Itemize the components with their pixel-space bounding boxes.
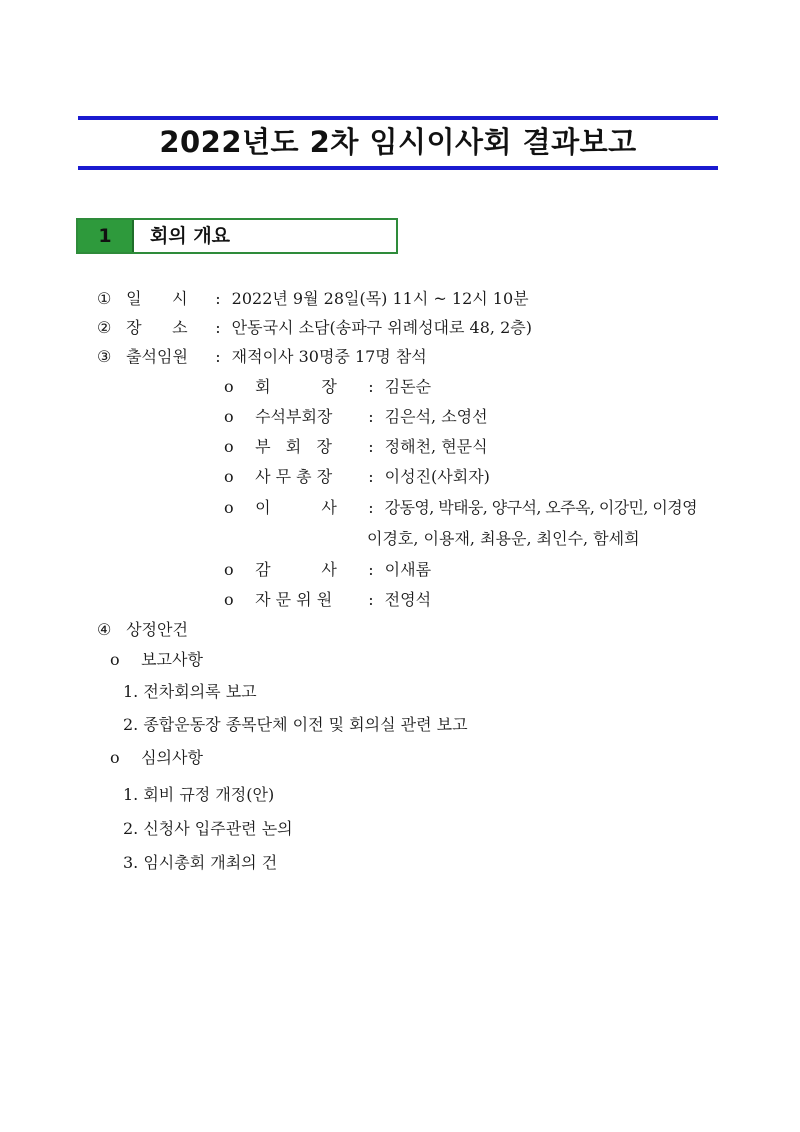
attendee-role: 감 사: [255, 560, 337, 579]
attendee-row: [224, 496, 697, 520]
attendee-bullet: o: [224, 590, 234, 609]
place-label: 장 소: [126, 318, 188, 337]
attendee-row: [224, 558, 431, 582]
report-bullet: o: [110, 650, 120, 669]
section-header: [76, 218, 398, 254]
report-heading: [110, 648, 203, 672]
section-number-divider: [132, 220, 134, 252]
attendee-names: 전영석: [384, 590, 432, 609]
deliberation-heading: [110, 746, 203, 770]
date-sep: :: [215, 289, 221, 308]
marker-3: ③: [97, 347, 112, 366]
attendee-bullet: o: [224, 437, 234, 456]
attendee-role: 자 문 위 원: [255, 590, 333, 609]
section-title: 회의 개요: [150, 225, 231, 247]
attendee-role: 부 회 장: [255, 437, 332, 456]
marker-4: ④: [97, 620, 112, 639]
attendance-value: 재적이사 30명중 17명 참석: [231, 347, 427, 366]
report-item: 2. 종합운동장 종목단체 이전 및 회의실 관련 보고: [123, 715, 468, 734]
deliberation-item: 2. 신청사 입주관련 논의: [123, 819, 293, 838]
attendee-row: [224, 435, 488, 459]
attendee-role: 사 무 총 장: [255, 467, 333, 486]
attendee-sep: :: [368, 498, 374, 517]
deliberation-bullet: o: [110, 748, 120, 767]
section-number: 1: [78, 220, 132, 252]
date-value: 2022년 9월 28일(목) 11시 ~ 12시 10분: [231, 289, 529, 308]
place-value: 안동국시 소담(송파구 위례성대로 48, 2층): [231, 318, 532, 337]
attendee-sep: :: [368, 467, 374, 486]
attendee-role: 수석부회장: [255, 407, 333, 426]
place-sep: :: [215, 318, 221, 337]
attendee-names: 김은석, 소영선: [384, 407, 488, 426]
attendee-sep: :: [368, 377, 374, 396]
deliberation-label: 심의사항: [141, 748, 203, 767]
overview-place-row: [97, 316, 532, 340]
title-block: [78, 116, 718, 170]
deliberation-item: 1. 회비 규정 개정(안): [123, 785, 275, 804]
document-title: 2022년도 2차 임시이사회 결과보고: [159, 125, 637, 159]
report-item: 1. 전차회의록 보고: [123, 682, 257, 701]
title-top-rule: [78, 116, 718, 120]
attendee-names: 정해천, 현문식: [384, 437, 488, 456]
attendance-sep: :: [215, 347, 221, 366]
attendee-sep: :: [368, 407, 374, 426]
attendee-names: 이경호, 이용재, 최용운, 최인수, 함세희: [367, 529, 640, 548]
date-label: 일 시: [126, 289, 188, 308]
attendee-bullet: o: [224, 377, 234, 396]
attendee-row: [224, 375, 431, 399]
attendee-names: 이성진(사회자): [384, 467, 490, 486]
marker-2: ②: [97, 318, 112, 337]
deliberation-item: 3. 임시총회 개최의 건: [123, 853, 278, 872]
attendee-bullet: o: [224, 498, 234, 517]
attendee-row-continued: [367, 527, 640, 551]
attendee-names: 강동영, 박태웅, 양구석, 오주옥, 이강민, 이경영: [384, 498, 697, 517]
attendee-bullet: o: [224, 407, 234, 426]
overview-attendance-row: [97, 345, 427, 369]
attendee-sep: :: [368, 560, 374, 579]
report-label: 보고사항: [141, 650, 203, 669]
attendee-bullet: o: [224, 467, 234, 486]
agenda-label: 상정안건: [126, 620, 188, 639]
overview-date-row: [97, 287, 529, 311]
attendee-row: [224, 588, 431, 612]
attendance-label: 출석임원: [126, 347, 188, 366]
attendee-role: 회 장: [255, 377, 337, 396]
agenda-row: [97, 618, 188, 642]
attendee-sep: :: [368, 437, 374, 456]
attendee-row: [224, 465, 490, 489]
marker-1: ①: [97, 289, 112, 308]
attendee-sep: :: [368, 590, 374, 609]
attendee-role: 이 사: [255, 498, 337, 517]
attendee-bullet: o: [224, 560, 234, 579]
attendee-row: [224, 405, 488, 429]
attendee-names: 김돈순: [384, 377, 432, 396]
title-bottom-rule: [78, 166, 718, 170]
attendee-names: 이새롬: [384, 560, 432, 579]
